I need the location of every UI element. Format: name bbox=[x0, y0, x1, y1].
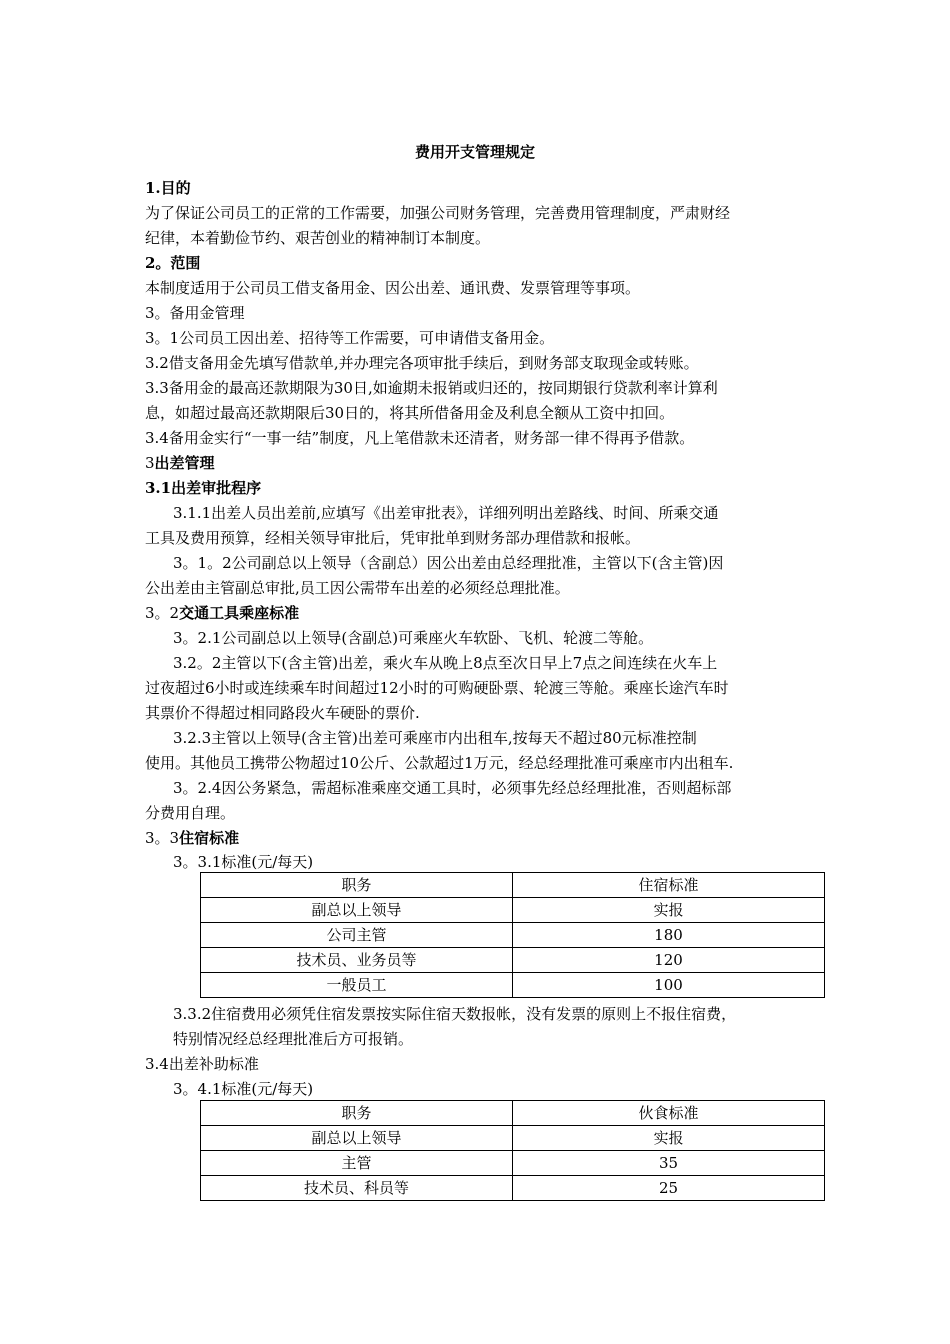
table-cell: 35 bbox=[513, 1151, 825, 1176]
table-cell: 副总以上领导 bbox=[201, 1126, 513, 1151]
table-cell: 180 bbox=[513, 923, 825, 948]
lodging-standard-table bbox=[200, 872, 825, 998]
subsection-title: 住宿标准 bbox=[179, 829, 240, 847]
subsection-heading bbox=[145, 826, 239, 850]
travel-heading-text: 出差管理 bbox=[154, 454, 215, 472]
paragraph: 3.3备用金的最高还款期限为30日,如逾期未报销或归还的，按同期银行贷款利率计算利 bbox=[145, 379, 718, 397]
table-row bbox=[201, 923, 825, 948]
paragraph: 3.2.3主管以上领导(含主管)出差可乘座市内出租车,按每天不超过80元标准控制 bbox=[173, 729, 697, 747]
paragraph: 3.1.1出差人员出差前,应填写《出差审批表》，详细列明出差路线、时间、所乘交通 bbox=[173, 504, 719, 522]
table-row bbox=[201, 948, 825, 973]
subsection-heading bbox=[145, 601, 299, 625]
table-row bbox=[201, 973, 825, 998]
paragraph: 息，如超过最高还款期限后30日的，将其所借备用金及利息全额从工资中扣回。 bbox=[145, 404, 675, 422]
meal-standard-table bbox=[200, 1100, 825, 1201]
section-1-text: 为了保证公司员工的正常的工作需要，加强公司财务管理，完善费用管理制度，严肃财经 bbox=[145, 204, 731, 222]
paragraph: 3.3.2住宿费用必须凭住宿发票按实际住宿天数报帐，没有发票的原则上不报住宿费， bbox=[173, 1005, 737, 1023]
table-cell: 100 bbox=[513, 973, 825, 998]
table-cell: 120 bbox=[513, 948, 825, 973]
table-header-row bbox=[201, 873, 825, 898]
paragraph: 3。2.1公司副总以上领导(含副总)可乘座火车软卧、飞机、轮渡二等舱。 bbox=[173, 629, 654, 647]
paragraph: 3。2.4因公务紧急，需超标准乘座交通工具时，必须事先经总经理批准，否则超标部 bbox=[173, 779, 732, 797]
subsection-heading: 3.1出差审批程序 bbox=[145, 479, 262, 497]
table-row bbox=[201, 1126, 825, 1151]
table-header-cell: 职务 bbox=[201, 873, 513, 898]
paragraph: 使用。其他员工携带公物超过10公斤、公款超过1万元，经总经理批准可乘座市内出租车. bbox=[145, 754, 734, 772]
paragraph: 过夜超过6小时或连续乘车时间超过12小时的可购硬卧票、轮渡三等舱。乘座长途汽车时 bbox=[145, 679, 729, 697]
section-1-text: 纪律，本着勤俭节约、艰苦创业的精神制订本制度。 bbox=[145, 229, 491, 247]
section-2-heading: 2。范围 bbox=[145, 254, 201, 272]
table-row bbox=[201, 1151, 825, 1176]
paragraph: 3。1公司员工因出差、招待等工作需要，可申请借支备用金。 bbox=[145, 329, 555, 347]
table-row bbox=[201, 898, 825, 923]
paragraph: 3.4备用金实行“一事一结”制度，凡上笔借款未还清者，财务部一律不得再予借款。 bbox=[145, 429, 695, 447]
paragraph: 3。1。2公司副总以上领导（含副总）因公出差由总经理批准，主管以下(含主管)因 bbox=[173, 554, 724, 572]
document-title: 费用开支管理规定 bbox=[414, 143, 535, 161]
table-cell: 技术员、科员等 bbox=[201, 1176, 513, 1201]
paragraph: 公出差由主管副总审批,员工因公需带车出差的必须经总理批准。 bbox=[145, 579, 570, 597]
travel-heading-number: 3 bbox=[145, 454, 155, 472]
table-header-cell: 职务 bbox=[201, 1101, 513, 1126]
table-header-cell: 伙食标准 bbox=[513, 1101, 825, 1126]
table-header-row bbox=[201, 1101, 825, 1126]
table-cell: 实报 bbox=[513, 1126, 825, 1151]
section-1-heading: 1.目的 bbox=[145, 179, 191, 197]
travel-heading bbox=[145, 451, 215, 475]
subsection-number: 3。2 bbox=[145, 604, 180, 622]
table-cell: 实报 bbox=[513, 898, 825, 923]
table-caption: 3。4.1标准(元/每天) bbox=[173, 1080, 314, 1098]
section-3-heading: 3。备用金管理 bbox=[145, 304, 245, 322]
table-row bbox=[201, 1176, 825, 1201]
section-2-text: 本制度适用于公司员工借支备用金、因公出差、通讯费、发票管理等事项。 bbox=[145, 279, 641, 297]
paragraph: 3.2。2主管以下(含主管)出差，乘火车从晚上8点至次日早上7点之间连续在火车上 bbox=[173, 654, 718, 672]
table-cell: 25 bbox=[513, 1176, 825, 1201]
table-cell: 一般员工 bbox=[201, 973, 513, 998]
table-cell: 副总以上领导 bbox=[201, 898, 513, 923]
paragraph: 特别情况经总经理批准后方可报销。 bbox=[173, 1030, 414, 1048]
paragraph: 其票价不得超过相同路段火车硬卧的票价. bbox=[145, 704, 420, 722]
table-caption: 3。3.1标准(元/每天) bbox=[173, 853, 314, 871]
table-cell: 主管 bbox=[201, 1151, 513, 1176]
paragraph: 工具及费用预算，经相关领导审批后，凭审批单到财务部办理借款和报帐。 bbox=[145, 529, 641, 547]
subsection-heading: 3.4出差补助标准 bbox=[145, 1055, 259, 1073]
paragraph: 分费用自理。 bbox=[145, 804, 236, 822]
table-header-cell: 住宿标准 bbox=[513, 873, 825, 898]
paragraph: 3.2借支备用金先填写借款单,并办理完各项审批手续后，到财务部支取现金或转账。 bbox=[145, 354, 699, 372]
table-cell: 公司主管 bbox=[201, 923, 513, 948]
subsection-number: 3。3 bbox=[145, 829, 180, 847]
subsection-title: 交通工具乘座标准 bbox=[179, 604, 300, 622]
table-cell: 技术员、业务员等 bbox=[201, 948, 513, 973]
